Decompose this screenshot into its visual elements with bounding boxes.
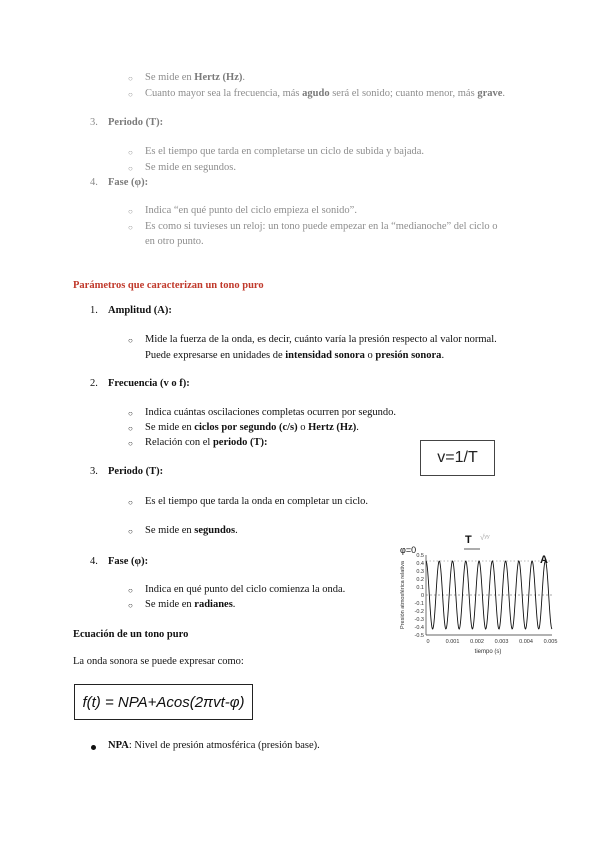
list-item: Es el tiempo que tarda en completarse un ciclo de subida y bajada.	[145, 146, 425, 157]
y-tick-label: -0.1	[414, 601, 424, 607]
amplitud-heading: Amplitud (A):	[108, 305, 172, 316]
period-label: T	[465, 534, 472, 546]
frecuencia-item-2: Se mide en ciclos por segundo (c/s) o Hertz (Hz).	[145, 422, 359, 433]
list-number: 1.	[90, 305, 98, 316]
list-number: 4.	[90, 556, 98, 567]
y-tick-label: 0.5	[416, 553, 424, 559]
list-item: Indica “en qué punto del ciclo empieza el sonido”.	[145, 205, 357, 216]
y-tick-label: 0.2	[416, 577, 424, 583]
freq-item-hertz: Se mide en Hertz (Hz).	[145, 72, 245, 83]
bullet-dot-icon	[91, 745, 96, 750]
bullet-icon: ○	[128, 223, 133, 232]
npa-definition: NPA: Nivel de presión atmosférica (presión base).	[108, 740, 320, 751]
bullet-icon: ○	[128, 424, 133, 433]
x-axis-label: tiempo (s)	[474, 649, 502, 655]
x-tick-label: 0.002	[470, 639, 484, 645]
amplitude-label: A	[540, 554, 548, 566]
bullet-icon: ○	[128, 586, 133, 595]
wave-chart	[392, 525, 558, 660]
x-tick-label: 0.001	[445, 639, 460, 645]
x-tick-label: 0.004	[519, 639, 533, 645]
equation-heading: Ecuación de un tono puro	[73, 629, 189, 640]
list-item: Se mide en segundos.	[145, 162, 236, 173]
bullet-icon: ○	[128, 148, 133, 157]
list-item-continuation: en otro punto.	[145, 236, 204, 247]
periodo-item-2: Se mide en segundos.	[145, 525, 238, 536]
amplitud-units: Puede expresarse en unidades de intensidad sonora o presión sonora.	[145, 350, 445, 361]
list-number: 2.	[90, 378, 98, 389]
amplitud-desc: Mide la fuerza de la onda, es decir, cuánto varía la presión respecto al valor normal.	[145, 334, 497, 345]
frecuencia-item-1: Indica cuántas oscilaciones completas ocurren por segundo.	[145, 407, 397, 418]
bullet-icon: ○	[128, 90, 133, 99]
y-tick-label: -0.4	[414, 625, 424, 631]
frecuencia-item-3: Relación con el periodo (T):	[145, 437, 268, 448]
fase-heading: Fase (φ):	[108, 556, 149, 567]
periodo-heading: Periodo (T):	[108, 466, 164, 477]
x-tick-label: 0.003	[494, 639, 509, 645]
periodo-heading-faded: Periodo (T):	[108, 117, 164, 128]
bullet-icon: ○	[128, 498, 133, 507]
y-axis-label: Presión atmosférica relativa	[400, 561, 406, 629]
list-number: 4.	[90, 177, 98, 188]
y-tick-label: -0.2	[414, 609, 424, 615]
equation-formula: f(t) = NPA+Acos(2πvt-φ)	[74, 684, 253, 720]
fase-item-2: Se mide en radianes.	[145, 599, 236, 610]
periodo-item-1: Es el tiempo que tarda la onda en completar un ciclo.	[145, 496, 369, 507]
phi-label: φ=0	[400, 545, 417, 555]
corner-label: √ʸʸ	[480, 533, 490, 542]
y-tick-label: 0.4	[416, 561, 424, 567]
fase-item-1: Indica en qué punto del ciclo comienza la onda.	[145, 584, 346, 595]
x-tick-label: 0.005	[543, 639, 558, 645]
bullet-icon: ○	[128, 439, 133, 448]
bullet-icon: ○	[128, 527, 133, 536]
bullet-icon: ○	[128, 409, 133, 418]
section-title: Parámetros que caracterizan un tono puro	[73, 280, 264, 291]
frequency-period-formula: v=1/T	[420, 440, 495, 476]
y-tick-label: -0.5	[414, 633, 424, 639]
x-tick-label: 0	[426, 639, 430, 645]
list-number: 3.	[90, 117, 98, 128]
bullet-icon: ○	[128, 74, 133, 83]
y-tick-label: -0.3	[414, 617, 424, 623]
fase-heading-faded: Fase (φ):	[108, 177, 149, 188]
freq-item-agudo: Cuanto mayor sea la frecuencia, más agudo será el sonido; cuanto menor, más grave.	[145, 88, 506, 99]
list-number: 3.	[90, 466, 98, 477]
equation-intro: La onda sonora se puede expresar como:	[73, 656, 244, 667]
frecuencia-heading: Frecuencia (v o f):	[108, 378, 190, 389]
bullet-icon: ○	[128, 601, 133, 610]
bullet-icon: ○	[128, 164, 133, 173]
y-tick-label: 0.3	[416, 569, 424, 575]
bullet-icon: ○	[128, 207, 133, 216]
wave-curve	[426, 561, 552, 629]
y-tick-label: 0	[420, 593, 424, 599]
list-item: Es como si tuvieses un reloj: un tono puede empezar en la “medianoche” del ciclo o	[145, 221, 498, 232]
bullet-icon: ○	[128, 336, 133, 345]
y-tick-label: 0.1	[416, 585, 424, 591]
